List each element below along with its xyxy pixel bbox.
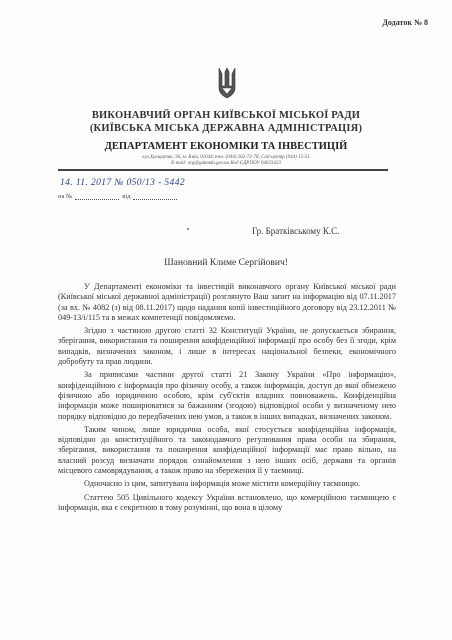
paragraph: Таким чином, лише юридична особа, якої стосується конфіденційна інформація, відповідно до конституційного та законодавчого регулювання права особи на збирання, зберігання, використання та поширення конфіденційної інформації має право вільно, на власний розсуд визначати порядок ознайомлення з нею інших осіб, держави та органів місцевого самоврядування, а також право на збереження її у таємниці. xyxy=(58,424,396,476)
organization-subtitle: (КИЇВСЬКА МІСЬКА ДЕРЖАВНА АДМІНІСТРАЦІЯ) xyxy=(89,123,363,134)
annex-number: Додаток № 8 xyxy=(382,18,428,27)
organization-title: ВИКОНАВЧИЙ ОРГАН КИЇВСЬКОЇ МІСЬКОЇ РАДИ xyxy=(91,110,361,121)
recipient: Гр. Братківському К.С. xyxy=(252,226,340,236)
registration-number: 14. 11. 2017 № 050/13 - 5442 xyxy=(60,178,186,188)
contact-line: E-mail: org@gukmda.gov.ua Код ЄДРПОУ 04633423 xyxy=(171,161,281,166)
reference-number-blank xyxy=(75,199,119,200)
greeting: Шановний Климе Сергійович! xyxy=(164,258,288,268)
paragraph: За приписами частини другої статті 21 Закону України «Про інформацію», конфіденційною є інформація про фізичну особу, а також інформація, доступ до якої обмежено фізичною або юридичною особою, крім суб'єктів владних повноважень. Конфіденційна інформація може поширюватися за бажанням (згодою) відповідної особи у визначеному нею порядку відповідно до передбачених нею умов, а також в інших випадках, визначених законом. xyxy=(58,370,396,421)
reference-line xyxy=(58,193,180,200)
paragraph: У Департаменті економіки та інвестицій виконавчого органу Київської міської ради (Київської міської державної адміністрації) розглянуто Ваш запит на інформацію від 07.11.2017 (за вх. № 4082 (з) від 08.11.2017) щодо надання копії інвестиційного договору від 23.12.2011 № 049-13/і/115 та в межах компетенції повідомляємо. xyxy=(58,282,396,322)
department-name: ДЕПАРТАМЕНТ ЕКОНОМІКИ ТА ІНВЕСТИЦІЙ xyxy=(104,141,348,152)
header-divider xyxy=(58,169,388,171)
reference-prefix: на № xyxy=(58,193,73,200)
coat-of-arms-icon xyxy=(216,66,238,100)
paragraph: Одночасно із цим, запитувана інформація може містити комерційну таємницю. xyxy=(84,479,361,489)
reference-date-blank xyxy=(133,199,177,200)
scan-mark xyxy=(187,228,189,230)
address-line: вул.Хрещатик, 36, м. Київ, 01044, тел. (044) 202-72-78, Call-центр (044) 15-51 xyxy=(142,155,310,160)
letter-body xyxy=(58,282,396,516)
reference-from-label: від xyxy=(122,193,131,200)
paragraph: Статтею 505 Цивільного кодексу України встановлено, що комерційною таємницею є інформація, яка є секретною в тому розумінні, що вона в цілому xyxy=(58,492,396,512)
paragraph: Згідно з частиною другою статті 32 Конституції України, не допускається збирання, зберігання, використання та поширення конфіденційної інформації про особу без її згоди, крім випадків, визначених законом, і лише в інтересах національної безпеки, економічного добробуту та прав людини. xyxy=(58,326,396,367)
